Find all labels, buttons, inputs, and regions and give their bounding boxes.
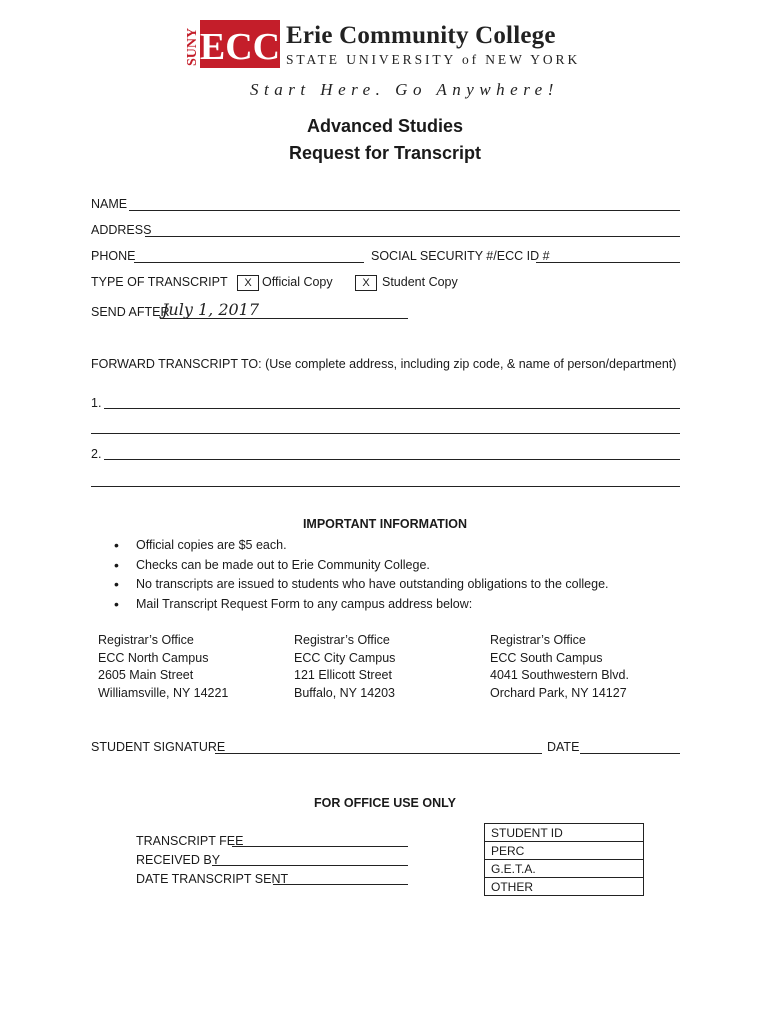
campus-street: 121 Ellicott Street [294, 668, 392, 682]
campus-address-south [490, 632, 629, 702]
campus-name: ECC South Campus [490, 650, 603, 665]
campus-street: 2605 Main Street [98, 668, 194, 682]
list-item: • No transcripts are issued to students who have outstanding obligations to the college. [112, 575, 609, 595]
name-field[interactable] [129, 210, 680, 211]
date-sent-field[interactable] [273, 884, 408, 885]
date-field[interactable] [580, 753, 680, 754]
table-row [485, 878, 644, 896]
received-by-label: RECEIVED BY [136, 853, 221, 867]
svg-text:ECC: ECC [200, 26, 280, 68]
signature-label: STUDENT SIGNATURE [91, 740, 226, 754]
table-cell[interactable]: PERC [485, 842, 644, 860]
address-field[interactable] [145, 236, 680, 237]
official-copy-label: Official Copy [262, 275, 333, 289]
send-after-field[interactable] [160, 318, 408, 319]
office-use-table [484, 823, 644, 896]
table-row [485, 824, 644, 842]
campus-city: Orchard Park, NY 14127 [490, 685, 627, 700]
list-item: • Checks can be made out to Erie Community College. [112, 556, 609, 576]
important-info-heading: IMPORTANT INFORMATION [302, 517, 468, 531]
suny-vertical-label [183, 22, 199, 68]
official-copy-checkbox[interactable]: X [237, 275, 259, 291]
student-copy-label: Student Copy [382, 275, 458, 289]
transcript-fee-field[interactable] [232, 846, 408, 847]
campus-office: Registrar’s Office [294, 633, 390, 647]
campus-address-city [294, 632, 395, 702]
date-sent-label: DATE TRANSCRIPT SENT [136, 872, 289, 886]
date-label: DATE [547, 740, 580, 754]
forward-1-label: 1. [91, 396, 102, 410]
forward-2-label: 2. [91, 447, 102, 461]
important-info-list [112, 536, 609, 614]
office-use-heading: FOR OFFICE USE ONLY [314, 796, 456, 810]
send-after-value[interactable]: July 1, 2017 [162, 300, 260, 319]
forward-2-field-line2[interactable] [91, 486, 680, 487]
transcript-fee-label: TRANSCRIPT FEE [136, 834, 244, 848]
table-row [485, 842, 644, 860]
svg-text:SUNY: SUNY [185, 27, 199, 66]
campus-address-north [98, 632, 228, 702]
phone-field[interactable] [134, 262, 364, 263]
ecc-logo-mark [200, 20, 280, 68]
forward-1-field[interactable] [104, 408, 680, 409]
campus-city: Williamsville, NY 14221 [98, 685, 229, 700]
form-subtitle: Request for Transcript [288, 143, 482, 163]
tagline: Start Here. Go Anywhere! [250, 80, 559, 99]
table-cell[interactable]: STUDENT ID [485, 824, 644, 842]
list-item: • Mail Transcript Request Form to any campus address below: [112, 595, 609, 615]
table-row [485, 860, 644, 878]
campus-city: Buffalo, NY 14203 [294, 685, 396, 700]
forward-1-field-line2[interactable] [91, 433, 680, 434]
university-line: STATE UNIVERSITY of NEW YORK [286, 52, 581, 67]
table-cell[interactable]: G.E.T.A. [485, 860, 644, 878]
transcript-type-label: TYPE OF TRANSCRIPT [91, 275, 228, 289]
campus-office: Registrar’s Office [490, 633, 586, 647]
ssn-label: SOCIAL SECURITY #/ECC ID # [371, 249, 550, 263]
forward-2-field[interactable] [104, 459, 680, 460]
campus-office: Registrar’s Office [98, 633, 194, 647]
received-by-field[interactable] [212, 865, 408, 866]
signature-field[interactable] [215, 753, 542, 754]
ssn-field[interactable] [536, 262, 680, 263]
campus-street: 4041 Southwestern Blvd. [490, 668, 629, 682]
name-label: NAME [91, 197, 128, 211]
campus-name: ECC City Campus [294, 650, 396, 665]
table-cell[interactable]: OTHER [485, 878, 644, 896]
college-name: Erie Community College [286, 22, 556, 49]
address-label: ADDRESS [91, 223, 152, 237]
send-after-label: SEND AFTER [91, 305, 170, 319]
forward-label: FORWARD TRANSCRIPT TO: (Use complete address, including zip code, & name of person/department) [91, 357, 677, 371]
list-item: • Official copies are $5 each. [112, 536, 609, 556]
form-title: Advanced Studies [306, 116, 464, 136]
phone-label: PHONE [91, 249, 136, 263]
campus-name: ECC North Campus [98, 650, 209, 665]
student-copy-checkbox[interactable]: X [355, 275, 377, 291]
